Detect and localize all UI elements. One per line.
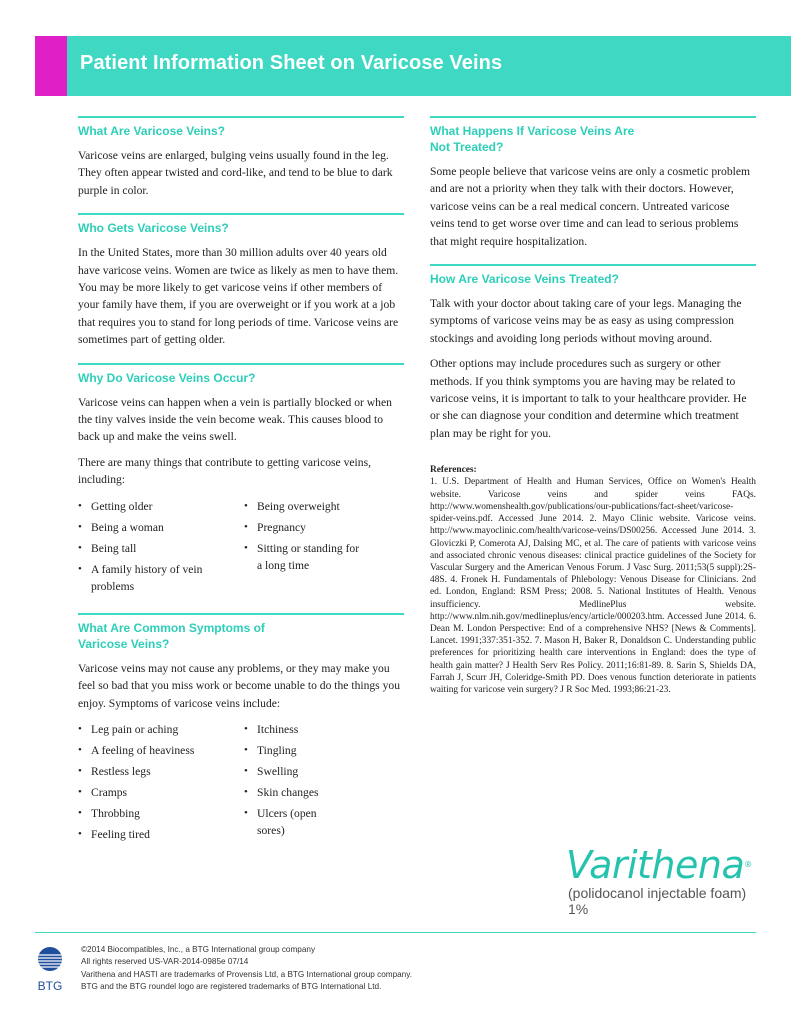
section-body: In the United States, more than 30 million adults over 40 years old have varicose veins. Women are twice as likely as men to have them. You may be more likely to get varicose veins if other members of your family have them, if you are overweight or if you work at a job that requires you to stand for long periods of time. Varicose veins are sometimes part of getting older. [78, 246, 399, 347]
btg-wordmark: BTG [37, 979, 63, 993]
section-title [78, 620, 404, 652]
symptom-list [78, 721, 404, 847]
list-item: • Throbbing [78, 805, 244, 822]
section-body: Some people believe that varicose veins are only a cosmetic problem and are not a priority when they talk with their doctors. However, varicose veins can be a real medical concern. Untreated varicose veins tend to get worse over time and can lead to serious problems that might require hospitalization. [430, 165, 751, 248]
list-item: • Itchiness [244, 721, 404, 738]
left-column [78, 116, 404, 861]
bullet-column [78, 498, 244, 599]
page-title: Patient Information Sheet on Varicose Veins [80, 52, 503, 74]
section-divider [430, 264, 756, 266]
list-item: • Feeling tired [78, 826, 244, 843]
section-title-line: Not Treated? [430, 140, 504, 154]
list-item: • Being tall [78, 540, 244, 557]
list-item: • Being overweight [244, 498, 404, 515]
list-item: • Getting older [78, 498, 244, 515]
right-column [430, 116, 756, 696]
section-divider [78, 613, 404, 615]
section-not-treated [430, 116, 756, 250]
list-item: • Being a woman [78, 519, 244, 536]
list-item: • Tingling [244, 742, 404, 759]
section-body: Varicose veins can happen when a vein is partially blocked or when the tiny valves inside the vein become weak. This causes blood to back up and make the veins swell. [78, 395, 392, 444]
section-title-line: Varicose Veins? [78, 636, 170, 651]
section-divider [78, 363, 404, 365]
bullet-column [78, 721, 244, 847]
logo-subtitle: (polidocanol injectable foam) 1% [568, 885, 747, 917]
section-title: How Are Varicose Veins Treated? [430, 272, 619, 287]
section-divider [78, 116, 404, 118]
list-item: • Restless legs [78, 763, 244, 780]
section-treated [430, 264, 756, 442]
section-symptoms [78, 613, 404, 847]
section-body: Varicose veins are enlarged, bulging veins usually found in the leg. They often appear twisted and cord-like, and tend to be blue to dark purple in color. [78, 149, 393, 197]
list-item: • Leg pain or aching [78, 721, 244, 738]
references [430, 464, 756, 696]
section-body: Varicose veins may not cause any problems, or they may make you feel so bad that you miss work or become unable to do the things you enjoy. Symptoms of varicose veins include: [78, 661, 400, 710]
list-item: • Skin changes [244, 784, 404, 801]
risk-factor-list [78, 498, 404, 599]
section-divider [78, 213, 404, 215]
footer-line: BTG and the BTG roundel logo are registered trademarks of BTG International Ltd. [81, 982, 382, 992]
section-title: Who Gets Varicose Veins? [78, 221, 229, 236]
footer-legal [81, 944, 412, 994]
registered-mark: ® [744, 860, 752, 869]
list-item: • A family history of vein problems [78, 561, 218, 595]
section-divider [430, 116, 756, 118]
header-accent-bar [35, 36, 67, 96]
section-title: What Are Varicose Veins? [78, 124, 225, 138]
section-who-gets [78, 213, 404, 348]
footer-line: All rights reserved US-VAR-2014-0985e 07/14 [81, 957, 249, 967]
list-item: • Swelling [244, 763, 404, 780]
footer-line: Varithena and HASTI are trademarks of Provensis Ltd, a BTG International group company. [81, 969, 413, 979]
list-item: • Pregnancy [244, 519, 404, 536]
bullet-column [244, 721, 404, 847]
section-body: There are many things that contribute to getting varicose veins, including: [78, 455, 371, 487]
list-item: • Ulcers (open sores) [244, 805, 324, 839]
section-why-occur [78, 363, 404, 599]
section-title: Why Do Varicose Veins Occur? [78, 370, 256, 385]
references-text: 1. U.S. Department of Health and Human Services, Office on Women's Health website. Varicose veins and spider veins FAQs. http://www.womenshealth.gov/publications/our-publications/fact-sheet/varicose-spider-veins.pdf. Accessed June 2014. 2. Mayo Clinic website. Varicose veins. http://www.mayoclinic.com/health/varicose-veins/DS00256. Accessed June 2014. 3. Gloviczki P, Comerota AJ, Dalsing MC, et al. The care of patients with varicose veins and associated chronic venous diseases: clinical practice guidelines of the Society for Vascular Surgery and the American Venous Forum. J Vasc Surg. 2011;53(5 suppl):2S-48S. 4. Fronek H. Fundamentals of Phlebology: Venous Disease for Clinicians. 2nd ed. London, England: RSM Press; 2008. 5. National Institutes of Health. Venous insufficiency. MedlinePlus website. http://www.nlm.nih.gov/medlineplus/ency/article/000203.htm. Accessed June 2014. 6. Dean M. London Perspective: End of a comprehensive NHS? [News & Comments]. Lancet. 1991;337:351-352. 7. Mason H, Baker R, Donaldson C. Understanding public preferences for prioritizing health care interventions in England: does the type of health gain matter? J Health Serv Res Policy. 2011;16:81-89. 8. Sarin S, Shields DA, Farrah J, Scurr JH, Coleridge-Smith PD. Does venous function deteriorate in patients waiting for varicose vein surgery? J R Soc Med. 1993;86:21-23. [430, 477, 756, 695]
section-body: Talk with your doctor about taking care of your legs. Managing the symptoms of varicose veins may be as easy as using compression stockings and avoiding long periods without moving around. [430, 297, 742, 345]
section-what-are [78, 116, 404, 199]
btg-roundel-icon [33, 946, 67, 972]
section-title-line: What Happens If Varicose Veins Are [430, 124, 635, 138]
section-title [430, 123, 756, 155]
list-item: • Cramps [78, 784, 244, 801]
bullet-column [244, 498, 404, 599]
footer-line: ©2014 Biocompatibles, Inc., a BTG International group company [81, 945, 316, 954]
list-item: • A feeling of heaviness [78, 742, 244, 759]
logo-word: Varithena [566, 843, 745, 887]
list-item: • Sitting or standing for a long time [244, 540, 364, 574]
section-body: Other options may include procedures such as surgery or other methods. If you think symptoms you are having may be related to varicose veins, it is important to talk to your healthcare provider. He or she can diagnose your condition and determine which treatment plan may be right for you. [430, 357, 747, 440]
btg-logo [33, 946, 67, 993]
footer-divider [35, 932, 756, 933]
logo-wordmark [566, 843, 766, 887]
section-title-line: What Are Common Symptoms of [78, 620, 265, 635]
references-heading: References: [430, 465, 477, 476]
varithena-logo [566, 843, 766, 917]
